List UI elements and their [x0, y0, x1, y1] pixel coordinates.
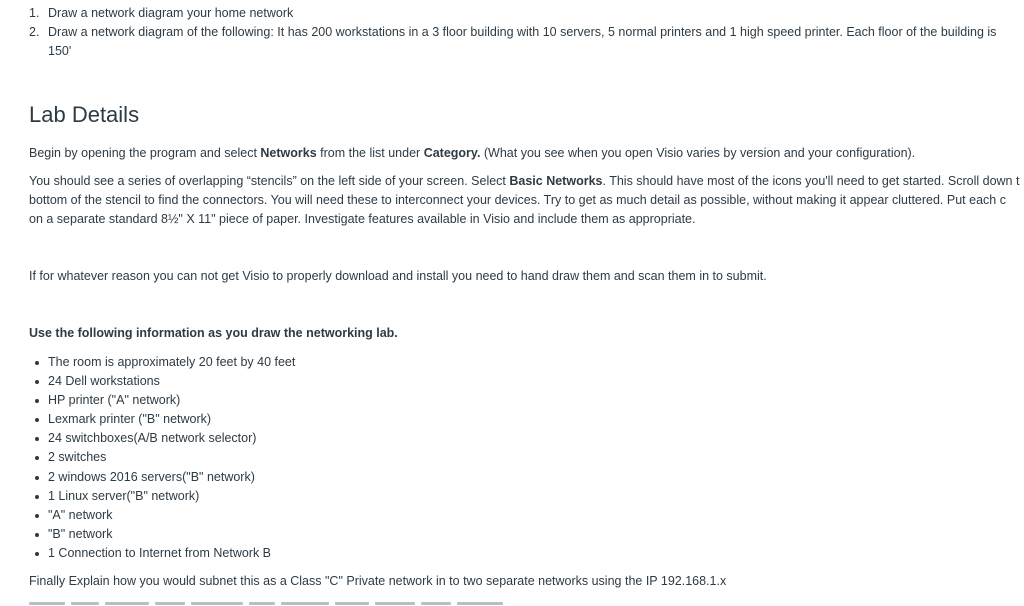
- list-item-text: 24 switchboxes(A/B network selector): [48, 431, 257, 446]
- subnet-paragraph: Finally Explain how you would subnet this as a Class "C" Private network in to two separate networks using the IP 192.168.1.x: [29, 574, 727, 588]
- text-run: (What you see when you open Visio varies by version and your configuration).: [480, 146, 916, 160]
- bullet-dot: [35, 514, 39, 518]
- text-run: from the list under: [316, 146, 424, 160]
- section-title: Lab Details: [29, 102, 140, 127]
- bullet-dot: [35, 495, 39, 499]
- numbered-item-1: [29, 4, 293, 23]
- list-item-text: "A" network: [48, 507, 113, 522]
- bullet-dot: [35, 476, 39, 480]
- stencil-paragraph-line-1: [29, 172, 1019, 191]
- stencil-paragraph-line-3: on a separate standard 8½" X 11" piece of paper. Investigate features available in Visio and include them as appropriate.: [29, 212, 696, 226]
- list-item: [29, 372, 295, 391]
- list-item-text: 2 windows 2016 servers("B" network): [48, 469, 255, 484]
- list-item-text: 1 Linux server("B" network): [48, 488, 200, 503]
- bullet-dot: [35, 399, 39, 403]
- intro-paragraph: [29, 144, 915, 163]
- list-item: [29, 525, 295, 544]
- cut-off-text-line: [29, 600, 529, 606]
- list-item: [29, 544, 295, 563]
- text-run: You should see a series of overlapping “stencils” on the left side of your screen. Select: [29, 174, 510, 188]
- item-number: 2.: [29, 25, 40, 39]
- list-item: [29, 448, 295, 467]
- list-item-text: 1 Connection to Internet from Network B: [48, 545, 272, 560]
- list-item: [29, 506, 295, 525]
- bullet-dot: [35, 437, 39, 441]
- hand-draw-paragraph: If for whatever reason you can not get Visio to properly download and install you need to hand draw them and scan them in to submit.: [29, 269, 767, 283]
- text-run: Begin by opening the program and select: [29, 146, 261, 160]
- item-number: 1.: [29, 6, 40, 20]
- requirements-list: [29, 353, 295, 563]
- bullet-dot: [35, 533, 39, 537]
- list-item: [29, 391, 295, 410]
- list-item-text: Lexmark printer ("B" network): [48, 412, 212, 427]
- list-item: [29, 487, 295, 506]
- list-item-text: The room is approximately 20 feet by 40 feet: [48, 355, 296, 369]
- list-item-text: HP printer ("A" network): [48, 393, 181, 408]
- text-run: . This should have most of the icons you'll need to get started. Scroll down t: [602, 174, 1020, 188]
- bullet-dot: [35, 380, 39, 384]
- bullet-dot: [35, 456, 39, 460]
- bold-category: Category.: [423, 146, 481, 160]
- stencil-paragraph-line-2: bottom of the stencil to find the connectors. You will need these to interconnect your devices. Try to get as much detail as possible, without making it appear cluttered. Put each c: [29, 193, 1006, 207]
- numbered-item-2: [29, 23, 996, 42]
- list-item: [29, 353, 295, 372]
- bullet-dot: [35, 361, 39, 365]
- list-item-text: 24 Dell workstations: [48, 374, 160, 389]
- list-item: [29, 468, 295, 487]
- list-item: [29, 429, 295, 448]
- list-item-text: "B" network: [48, 526, 113, 541]
- bullet-dot: [35, 418, 39, 422]
- numbered-item-2-continuation: 150': [48, 44, 72, 58]
- item-text: Draw a network diagram your home network: [48, 6, 294, 20]
- bold-networks: Networks: [260, 146, 317, 160]
- info-subheading: Use the following information as you draw the networking lab.: [29, 326, 398, 340]
- item-text: Draw a network diagram of the following: It has 200 workstations in a 3 floor building with 10 servers, 5 normal printers and 1 high speed printer. Each floor of the building is: [48, 25, 997, 39]
- bold-basic-networks: Basic Networks: [509, 174, 603, 188]
- bullet-dot: [35, 552, 39, 556]
- list-item: [29, 410, 295, 429]
- list-item-text: 2 switches: [48, 450, 107, 465]
